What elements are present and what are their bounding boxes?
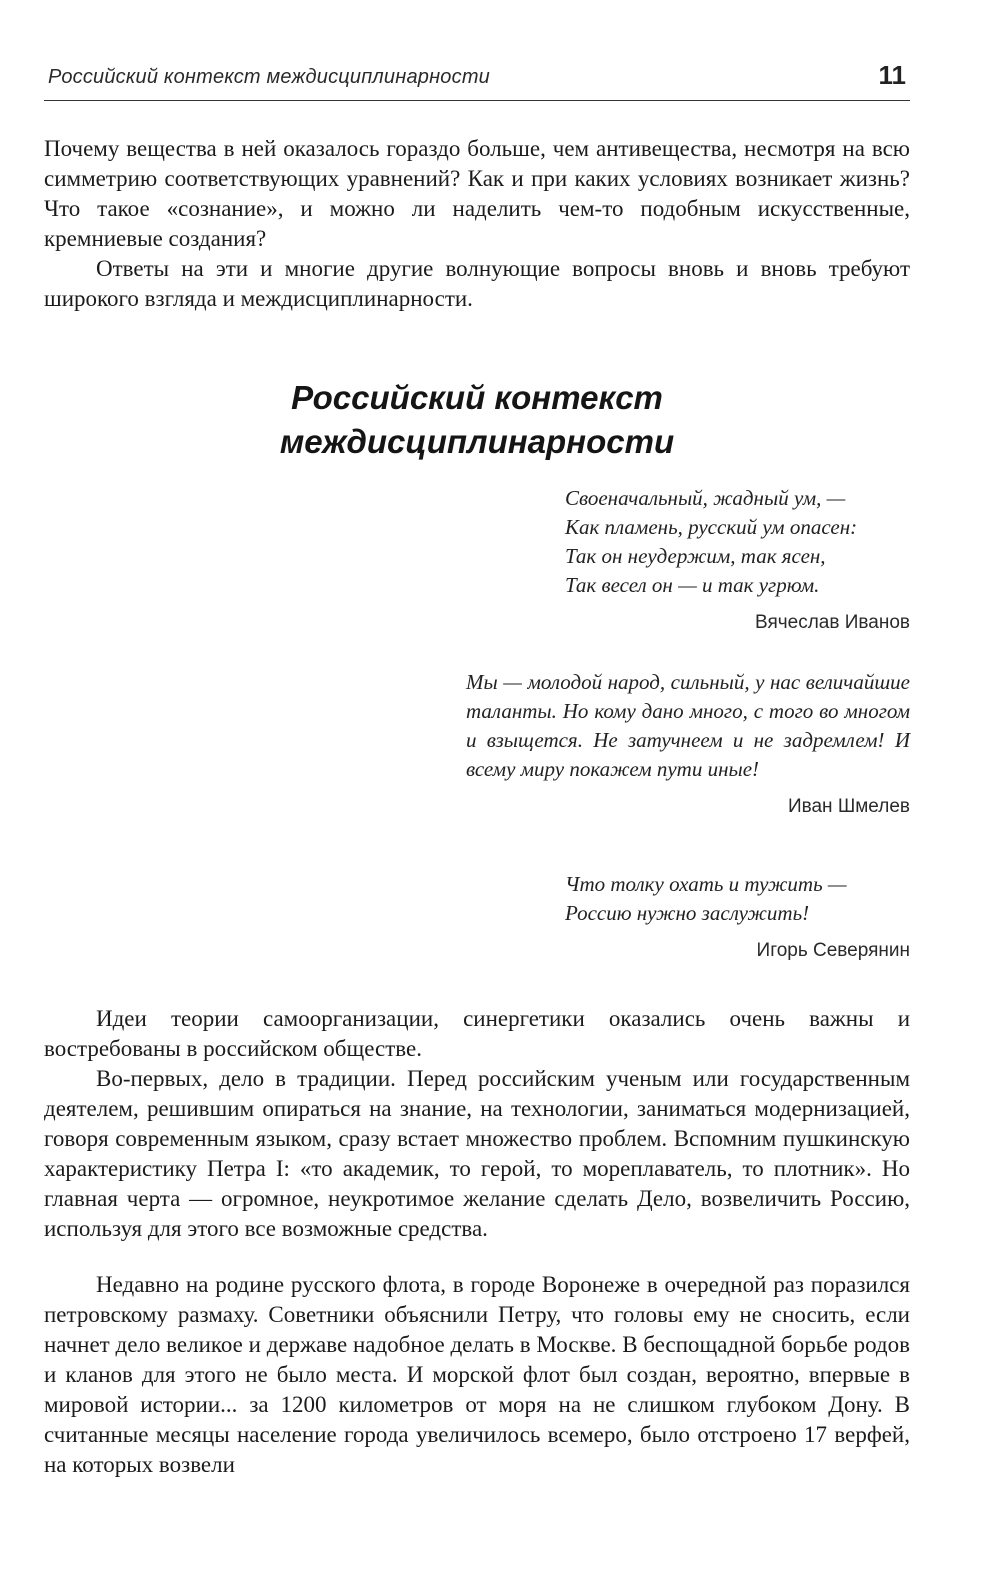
epigraph: [565, 870, 910, 962]
epigraph-line: Своеначальный, жадный ум, —: [565, 486, 846, 510]
epigraph-author: Вячеслав Иванов: [755, 612, 910, 633]
section-title: [44, 376, 910, 464]
section-title-line: междисциплинарности: [279, 423, 675, 460]
page-number: 11: [878, 60, 906, 90]
epigraph: [466, 668, 910, 818]
running-title: Российский контекст междисциплинарности: [48, 66, 490, 88]
epigraph-line: Так он неудержим, так ясен,: [565, 544, 826, 568]
epigraph-line: Как пламень, русский ум опасен:: [565, 515, 858, 539]
epigraph-quote: [565, 484, 910, 600]
epigraph-author: Иван Шмелев: [787, 796, 910, 817]
body-paragraph: Недавно на родине русского флота, в городе Воронеже в очередной раз поразился петровскому размаху. Советники объяснили Петру, что головы ему не сносить, если начнет дело великое и державе надобное делать в Москве. В беспощадной борьбе родов и кланов для этого не было места. И морской флот был создан, вероятно, впервые в мировой истории... за 1200 километров от моря на не слишком глубоком Дону. В считанные месяцы население города увеличилось всемеро, было отстроено 17 верфей, на которых возвели: [44, 1272, 910, 1477]
body-paragraph: Идеи теории самоорганизации, синергетики оказались очень важны и востребованы в российском обществе.: [44, 1006, 910, 1061]
section-title-line: Российский контекст: [291, 379, 663, 416]
epigraph-line: Что толку охать и тужить —: [565, 872, 847, 896]
running-header: [44, 58, 910, 101]
epigraph: [565, 484, 910, 634]
intro-paragraph: Почему вещества в ней оказалось гораздо больше, чем антивещества, несмотря на всю симметрию соответствующих уравнений? Как и при каких условиях возникает жизнь? Что такое «сознание», и можно ли наделить чем-то подобным искусственные, кремниевые создания?: [44, 136, 910, 251]
epigraph-author: Игорь Северянин: [756, 940, 910, 961]
intro-paragraph: Ответы на эти и многие другие волнующие вопросы вновь и вновь требуют широкого взгляда и междисциплинарности.: [44, 256, 910, 311]
epigraph-line: Так весел он — и так угрюм.: [565, 573, 820, 597]
epigraph-line: Россию нужно заслужить!: [565, 901, 810, 925]
epigraph-quote: Мы — молодой народ, сильный, у нас величайшие таланты. Но кому дано много, с того во многом и взыщется. Не затучнеем и не задремлем! И всему миру покажем пути иные!: [466, 670, 910, 781]
body-paragraph: Во-первых, дело в традиции. Перед российским ученым или государственным деятелем, решившим опираться на знание, на технологии, заниматься модернизацией, говоря современным языком, сразу встает множество проблем. Вспомним пушкинскую характеристику Петра I: «то академик, то герой, то мореплаватель, то плотник». Но главная черта — огромное, неукротимое желание сделать Дело, возвеличить Россию, используя для этого все возможные средства.: [44, 1066, 910, 1241]
epigraph-quote: [565, 870, 910, 928]
